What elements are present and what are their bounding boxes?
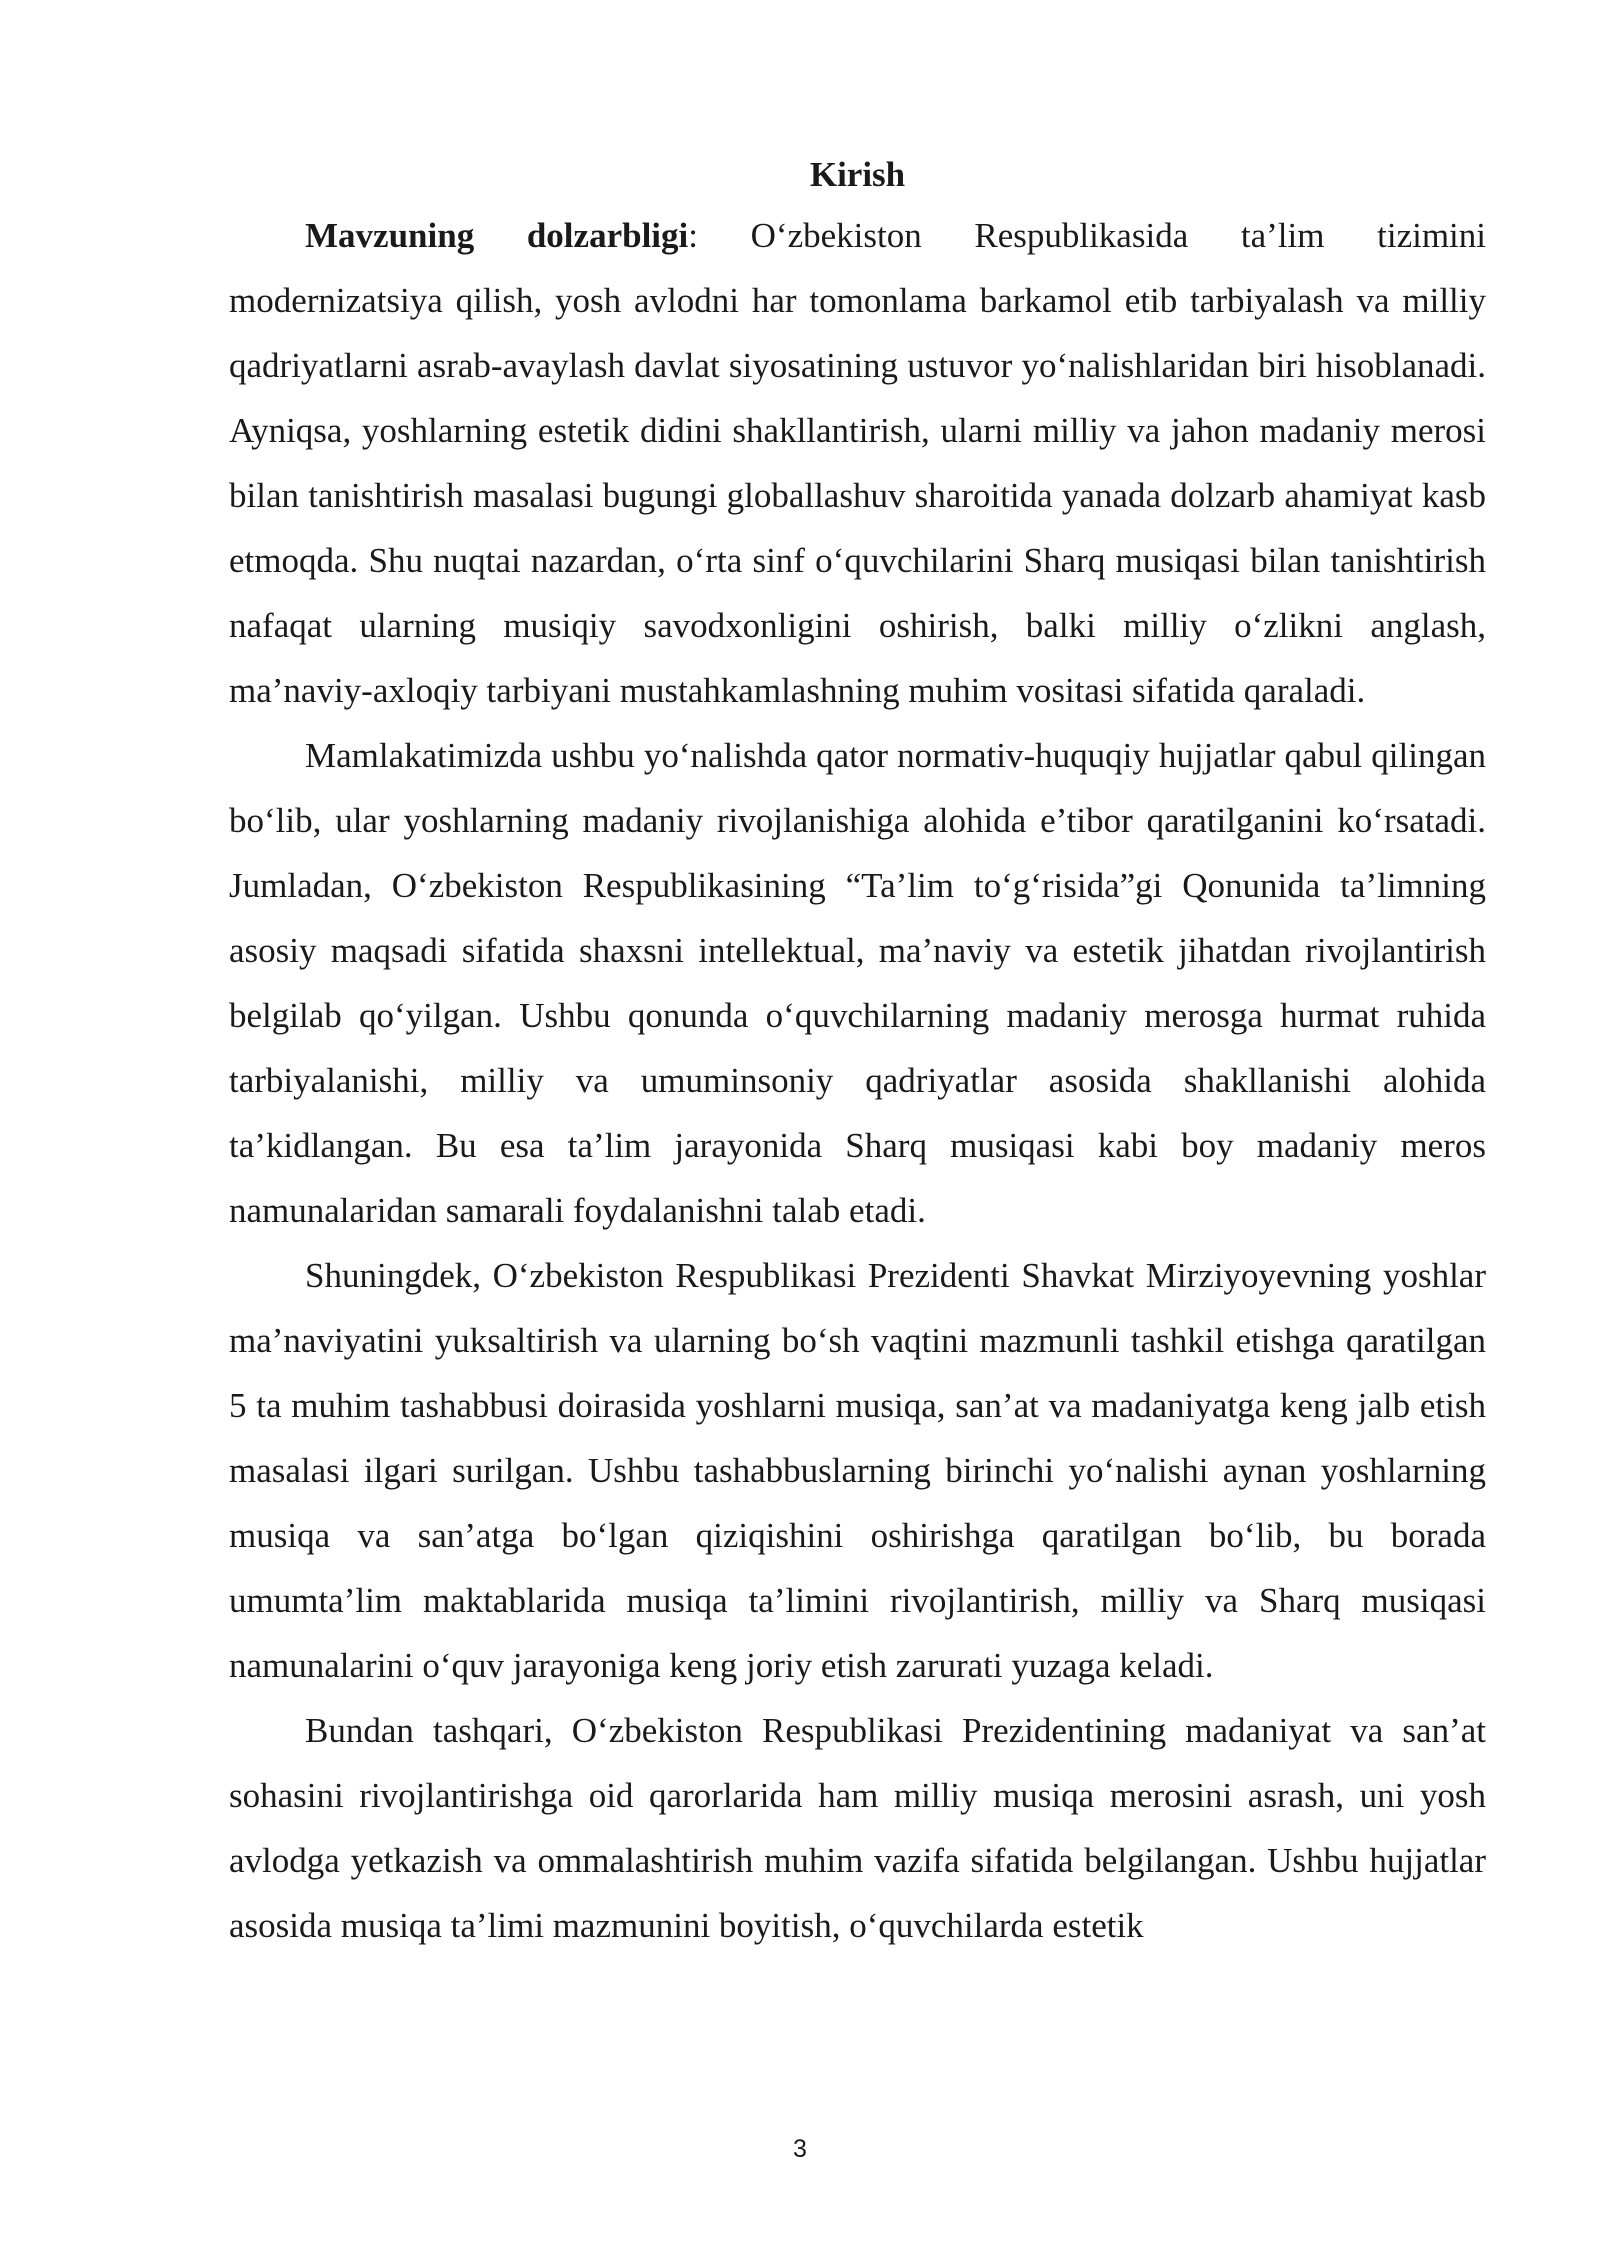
section-heading: Kirish bbox=[809, 155, 906, 194]
paragraph-legal-documents bbox=[229, 723, 1486, 1243]
paragraph-lead-bold: Mavzuning dolzarbligi bbox=[305, 216, 689, 255]
paragraph-text: Shuningdek, O‘zbekiston Respublikasi Prezidenti Shavkat Mirziyoyevning yoshlar ma’naviyatini yuksaltirish va ularning bo‘sh vaqtini mazmunli tashkil etishga qaratilgan 5 ta muhim tashabbusi doirasida yoshlarni musiqa, san’at va madaniyatga keng jalb etish masalasi ilgari surilgan. Ushbu tashabbuslarning birinchi yo‘nalishi aynan yoshlarning musiqa va san’atga bo‘lgan qiziqishini oshirishga qaratilgan bo‘lib, bu borada umumta’lim maktablarida musiqa ta’limini rivojlantirish, milliy va Sharq musiqasi namunalarini o‘quv jarayoniga keng joriy etish zarurati yuzaga keladi. bbox=[229, 1256, 1486, 1685]
paragraph-text: Bundan tashqari, O‘zbekiston Respublikasi Prezidentining madaniyat va san’at sohasini rivojlantirishga oid qarorlarida ham milliy musiqa merosini asrash, uni yosh avlodga yetkazish va ommalashtirish muhim vazifa sifatida belgilangan. Ushbu hujjatlar asosida musiqa ta’limi mazmunini boyitish, o‘quvchilarda estetik bbox=[229, 1711, 1486, 1945]
paragraph-relevance bbox=[229, 203, 1486, 723]
paragraph-text: Mamlakatimizda ushbu yo‘nalishda qator normativ-huquqiy hujjatlar qabul qilingan bo‘lib, ular yoshlarning madaniy rivojlanishiga alohida e’tibor qaratilganini ko‘rsatadi. Jumladan, O‘zbekiston Respublikasining “Ta’lim to‘g‘risida”gi Qonunida ta’limning asosiy maqsadi sifatida shaxsni intellektual, ma’naviy va estetik jihatdan rivojlantirish belgilab qo‘yilgan. Ushbu qonunda o‘quvchilarning madaniy merosga hurmat ruhida tarbiyalanishi, milliy va umuminsoniy qadriyatlar asosida shakllanishi alohida ta’kidlangan. Bu esa ta’lim jarayonida Sharq musiqasi kabi boy madaniy meros namunalaridan samarali foydalanishni talab etadi. bbox=[229, 736, 1486, 1230]
paragraph-presidential-decrees bbox=[229, 1698, 1486, 1958]
page-number: 3 bbox=[793, 2135, 807, 2163]
paragraph-presidential-initiatives bbox=[229, 1243, 1486, 1698]
page-body bbox=[229, 146, 1486, 1958]
paragraph-text: O‘zbekiston Respublikasida ta’lim tizimini modernizatsiya qilish, yosh avlodni har tomonlama barkamol etib tarbiyalash va milliy qadriyatlarni asrab-avaylash davlat siyosatining ustuvor yo‘nalishlaridan biri hisoblanadi. Ayniqsa, yoshlarning estetik didini shakllantirish, ularni milliy va jahon madaniy merosi bilan tanishtirish masalasi bugungi globallashuv sharoitida yanada dolzarb ahamiyat kasb etmoqda. Shu nuqtai nazardan, o‘rta sinf o‘quvchilarini Sharq musiqasi bilan tanishtirish nafaqat ularning musiqiy savodxonligini oshirish, balki milliy o‘zlikni anglash, ma’naviy-axloqiy tarbiyani mustahkamlashning muhim vositasi sifatida qaraladi. bbox=[229, 216, 1486, 710]
paragraph-lead-separator: : bbox=[688, 216, 698, 255]
